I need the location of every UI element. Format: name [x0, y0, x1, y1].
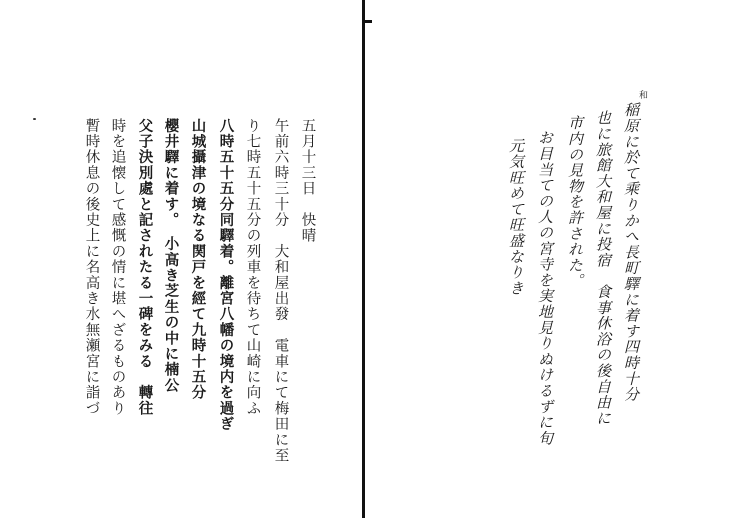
page-gutter	[362, 0, 365, 518]
left-line-9: 暫時休息の後史上に名高き水無瀬宮に詣づ	[83, 118, 100, 417]
left-page	[0, 0, 365, 518]
left-line-3: り七時五十五分の列車を待ちて山崎に向ふ	[244, 118, 261, 417]
left-line-8: 時を追懐して感慨の情に堪へざるものあり	[109, 118, 126, 417]
right-line-3: 市内の見物を許された。	[566, 115, 584, 289]
left-line-2: 午前六時三十分 大和屋出發 電車にて梅田に至	[272, 118, 289, 464]
paper-speck	[33, 118, 36, 120]
left-line-1: 五月十三日 快晴	[299, 118, 316, 244]
right-line-1: 稲原に於て乘りかへ長町驛に着す四時十分	[622, 102, 640, 403]
left-line-7: 父子決別處と記されたる一碑をみる 轉往	[136, 118, 154, 417]
right-page	[367, 0, 739, 518]
left-line-6: 櫻井驛に着す。 小高き芝生の中に楠公	[162, 118, 180, 394]
left-line-5: 山城攝津の境なる関戸を經て九時十五分	[189, 118, 207, 401]
right-line-2: 也に旅館大和屋に投宿 食事休浴の後自由に	[594, 110, 612, 426]
right-margin-note: 和	[637, 90, 647, 99]
left-line-4: 八時五十五分同驛着。離宮八幡の境内を過ぎ	[217, 118, 235, 432]
right-line-4: お目当ての人の宮寺を実地見りぬけるずに旬	[536, 130, 554, 446]
right-line-5: 元気旺めて旺盛なりき	[507, 138, 525, 296]
